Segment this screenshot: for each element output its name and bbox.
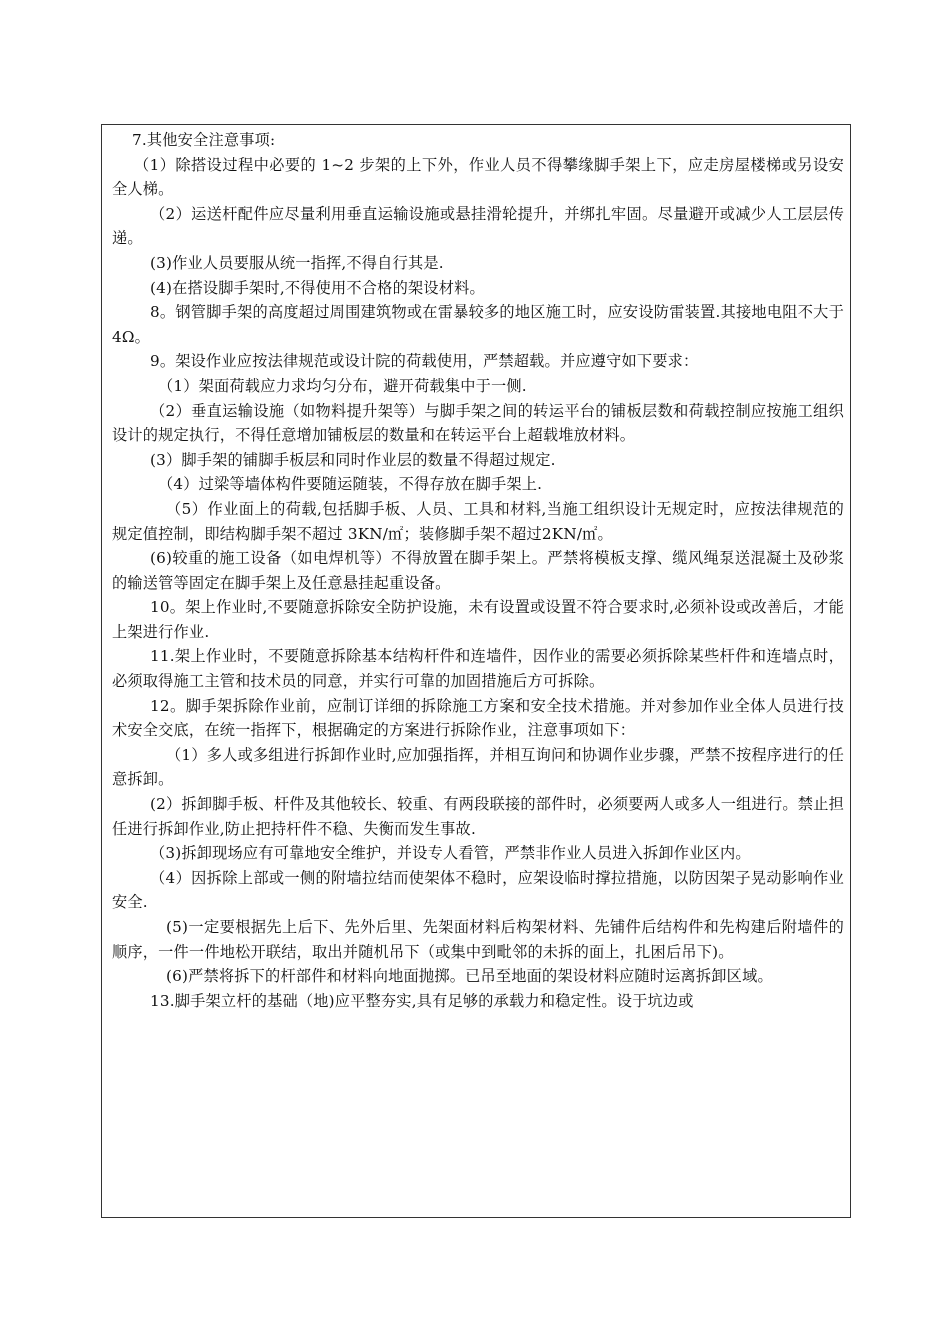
paragraph: 9。架设作业应按法律规范或设计院的荷载使用，严禁超载。并应遵守如下要求： <box>150 352 699 371</box>
paragraph: (4)在搭设脚手架时,不得使用不合格的架设材料。 <box>150 278 485 297</box>
paragraph: （4）因拆除上部或一侧的附墙拉结而使架体不稳时，应架设临时撑拉措施，以防因架子晃动影响作业安全. <box>112 868 844 912</box>
paragraph: 10。架上作业时,不要随意拆除安全防护设施，未有设置或设置不符合要求时,必须补设或改善后，才能上架进行作业. <box>112 598 844 641</box>
paragraph: (2）拆卸脚手板、杆件及其他较长、较重、有两段联接的部件时，必须要两人或多人一组进行。禁止担任进行拆卸作业,防止把持杆件不稳、失衡而发生事故. <box>112 795 844 838</box>
paragraph: （1）架面荷载应力求均匀分布，避开荷载集中于一侧. <box>158 376 527 395</box>
paragraph: (6)较重的施工设备（如电焊机等）不得放置在脚手架上。严禁将模板支撑、缆风绳泵送混凝土及砂浆的输送管等固定在脚手架上及任意悬挂起重设备。 <box>112 549 844 592</box>
paragraph: 7.其他安全注意事项: <box>132 131 276 149</box>
document-frame <box>101 124 851 1218</box>
paragraph: (3）脚手架的铺脚手板层和同时作业层的数量不得超过规定. <box>150 450 556 469</box>
paragraph: （5）作业面上的荷载,包括脚手板、人员、工具和材料,当施工组织设计无规定时，应按法律规范的规定值控制，即结构脚手架不超过 3KN/㎡；装修脚手架不超过2KN/㎡。 <box>112 499 844 543</box>
paragraph: （4）过梁等墙体构件要随运随装，不得存放在脚手架上. <box>158 475 543 494</box>
paragraph: （1）多人或多组进行拆卸作业时,应加强指挥，并相互询问和协调作业步骤，严禁不按程序进行的任意拆卸。 <box>112 745 844 789</box>
paragraph: 13.脚手架立杆的基础（地)应平整夯实,具有足够的承载力和稳定性。设于坑边或 <box>150 991 694 1010</box>
paragraph: (5)一定要根据先上后下、先外后里、先架面材料后构架材料、先铺件后结构件和先构建后附墙件的顺序，一件一件地松开联结，取出并随机吊下（或集中到毗邻的未拆的面上，扎困后吊下)。 <box>112 918 844 961</box>
paragraph: （2）垂直运输设施（如物料提升架等）与脚手架之间的转运平台的铺板层数和荷载控制应按施工组织设计的规定执行，不得任意增加铺板层的数量和在转运平台上超载堆放材料。 <box>112 401 844 445</box>
paragraph: （2）运送杆配件应尽量利用垂直运输设施或悬挂滑轮提升，并绑扎牢固。尽量避开或减少人工层层传递。 <box>112 204 844 248</box>
paragraph: （3)拆卸现场应有可靠地安全维护，并设专人看管，严禁非作业人员进入拆卸作业区内。 <box>150 844 751 863</box>
paragraph: 8。钢管脚手架的高度超过周围建筑物或在雷暴较多的地区施工时，应安设防雷装置.其接地电阻不大于4Ω。 <box>112 303 844 346</box>
paragraph: (3)作业人员要服从统一指挥,不得自行其是. <box>150 253 444 272</box>
paragraph: 11.架上作业时，不要随意拆除基本结构杆件和连墙件，因作业的需要必须拆除某些杆件和连墙点时，必须取得施工主管和技术员的同意，并实行可靠的加固措施后方可拆除。 <box>112 647 844 691</box>
document-body <box>112 128 844 1013</box>
paragraph: （1）除搭设过程中必要的 1~2 步架的上下外，作业人员不得攀缘脚手架上下，应走房屋楼梯或另设安全人梯。 <box>112 155 844 199</box>
paragraph: (6)严禁将拆下的杆部件和材料向地面抛掷。已吊至地面的架设材料应随时运离拆卸区域。 <box>166 967 773 986</box>
paragraph: 12。脚手架拆除作业前，应制订详细的拆除施工方案和安全技术措施。并对参加作业全体人员进行技术安全交底，在统一指挥下，根据确定的方案进行拆除作业，注意事项如下： <box>112 696 844 740</box>
